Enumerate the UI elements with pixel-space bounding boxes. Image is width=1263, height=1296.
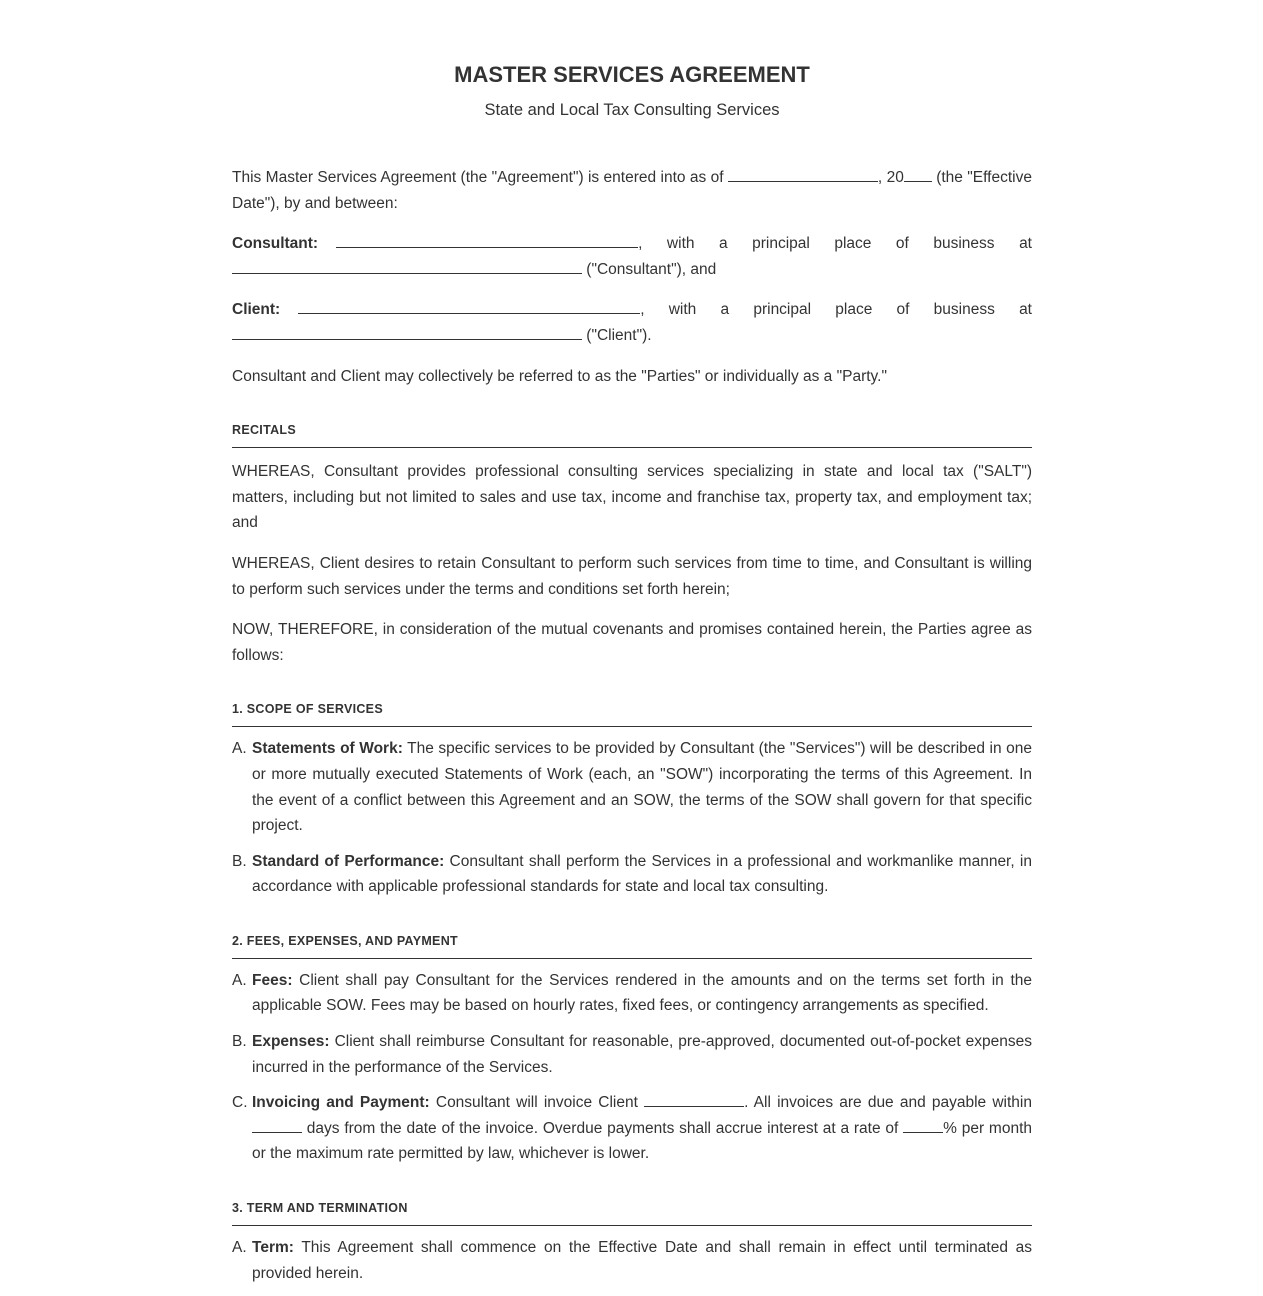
recitals-heading: RECITALS (232, 422, 1032, 448)
effective-date-blank[interactable] (728, 165, 878, 182)
item-term: Expenses: (252, 1033, 330, 1051)
client-name-blank[interactable] (298, 297, 640, 314)
item-text: Client shall pay Consultant for the Services rendered in the amounts and on the terms set forth in the applicable SOW. Fees may be based on hourly rates, fixed fees, or contingency arrangements as specified. (252, 971, 1032, 1015)
intro-text-2: , 20 (877, 169, 904, 186)
section-3-item-a (232, 1235, 1032, 1286)
item-text: The specific services to be provided by Consultant (the "Services") will be described in one or more mutually executed Statements of Work (each, an "SOW") incorporating the terms of this Agreement. In the event of a conflict between this Agreement and an SOW, the terms of the SOW shall govern for that specific project. (252, 740, 1033, 835)
item-text-1: Consultant will invoice Client (429, 1094, 638, 1112)
section-2-item-b (232, 1029, 1032, 1080)
item-text-4: % per month or the maximum rate permitted by law, whichever is lower. (252, 1119, 1033, 1163)
section-1-item-a (232, 736, 1032, 838)
section-3-heading: 3. TERM AND TERMINATION (232, 1200, 1032, 1226)
consultant-label: Consultant: (232, 235, 319, 253)
interest-rate-blank[interactable] (903, 1116, 943, 1133)
consultant-mid-text: , with a principal place of business at (638, 235, 1032, 253)
invoice-frequency-blank[interactable] (644, 1090, 744, 1107)
item-text: This Agreement shall commence on the Effective Date and shall remain in effect until terminated as provided herein. (252, 1239, 1032, 1282)
year-blank[interactable] (904, 165, 932, 182)
intro-text-1: This Master Services Agreement (the "Agreement") is entered into as of (232, 169, 724, 186)
item-text-2: . All invoices are due and payable within (744, 1094, 1032, 1112)
item-text-3: days from the date of the invoice. Overdue payments shall accrue interest at a rate of (302, 1119, 899, 1137)
client-end-text: ("Client"). (582, 326, 652, 344)
section-2-item-a (232, 968, 1032, 1019)
item-marker: A. (232, 740, 247, 758)
item-text: Consultant shall perform the Services in a professional and workmanlike manner, in accordance with applicable professional standards for state and local tax consulting. (252, 852, 1032, 896)
section-1-heading: 1. SCOPE OF SERVICES (232, 701, 1032, 727)
agreement-document (232, 0, 1032, 1286)
item-text: Client shall reimburse Consultant for reasonable, pre-approved, documented out-of-pocket expenses incurred in the performance of the Services. (252, 1033, 1032, 1076)
item-marker: C. (232, 1094, 248, 1112)
recital-paragraph-3: NOW, THEREFORE, in consideration of the mutual covenants and promises contained herein, the Parties agree as follows: (232, 621, 1032, 664)
section-1-item-b (232, 849, 1032, 900)
recital-paragraph-2: WHEREAS, Client desires to retain Consultant to perform such services from time to time, and Consultant is willing to perform such services under the terms and conditions set forth herein; (232, 554, 1032, 598)
consultant-address-blank[interactable] (232, 257, 582, 274)
document-title: MASTER SERVICES AGREEMENT (454, 62, 810, 87)
client-label: Client: (232, 301, 281, 319)
recital-paragraph-1: WHEREAS, Consultant provides professional consulting services specializing in state and local tax ("SALT") matters, including but not limited to sales and use tax, income and franchise tax, property tax, and employment tax; and (232, 463, 1032, 532)
intro-paragraph (232, 165, 1032, 216)
client-paragraph (232, 297, 1032, 348)
parties-paragraph: Consultant and Client may collectively be referred to as the "Parties" or individually as a "Party." (232, 367, 887, 385)
item-term: Invoicing and Payment: (252, 1094, 430, 1112)
item-marker: B. (232, 852, 247, 870)
client-address-blank[interactable] (232, 323, 582, 340)
consultant-end-text: ("Consultant"), and (582, 260, 717, 278)
section-2-item-c (232, 1090, 1032, 1167)
section-2-heading: 2. FEES, EXPENSES, AND PAYMENT (232, 933, 1032, 959)
intro-text-3: (the "Effective Date"), by and between: (232, 169, 1032, 212)
client-mid-text: , with a principal place of business at (640, 301, 1032, 319)
consultant-name-blank[interactable] (336, 231, 638, 248)
document-subtitle: State and Local Tax Consulting Services (484, 101, 780, 119)
payment-days-blank[interactable] (252, 1116, 302, 1133)
item-marker: A. (232, 1239, 247, 1257)
item-marker: B. (232, 1033, 247, 1051)
item-term: Standard of Performance: (252, 852, 445, 870)
item-term: Statements of Work: (252, 740, 403, 758)
item-term: Term: (252, 1239, 294, 1257)
item-marker: A. (232, 971, 247, 989)
consultant-paragraph (232, 231, 1032, 282)
item-term: Fees: (252, 971, 293, 989)
